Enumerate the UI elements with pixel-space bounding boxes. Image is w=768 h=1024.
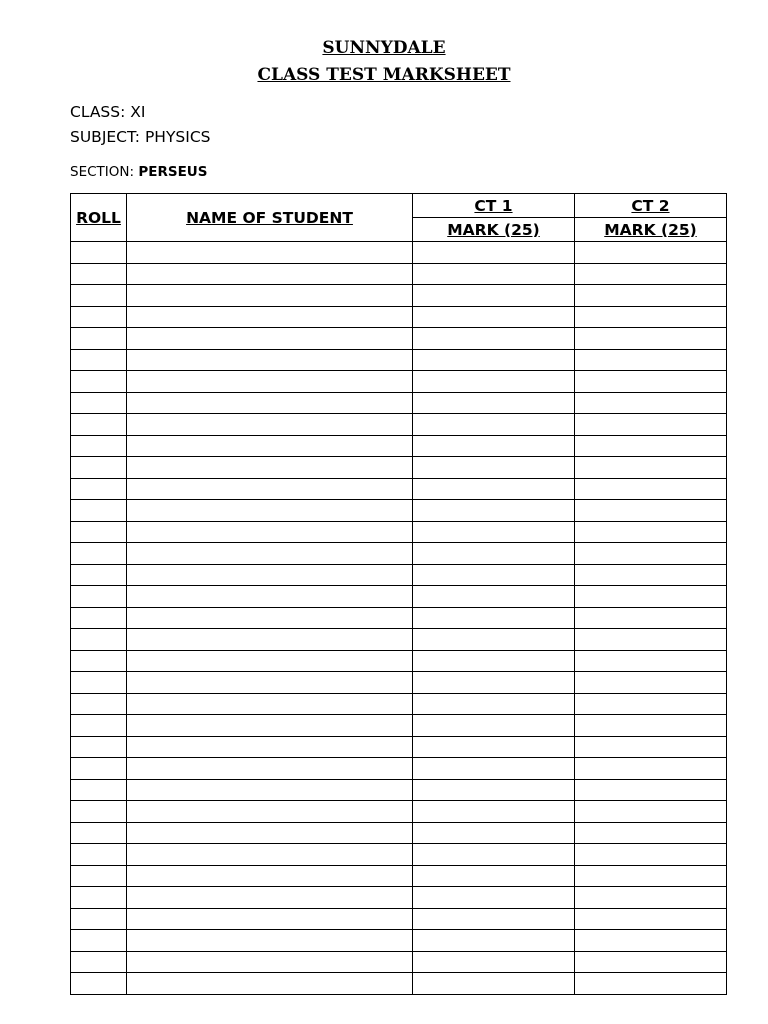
table-row	[71, 242, 727, 264]
ct1-mark-cell[interactable]	[413, 672, 575, 694]
name-cell[interactable]	[127, 349, 413, 371]
ct1-mark-cell[interactable]	[413, 500, 575, 522]
table-row	[71, 801, 727, 823]
table-row	[71, 887, 727, 909]
name-cell[interactable]	[127, 414, 413, 436]
table-row	[71, 543, 727, 565]
table-row	[71, 414, 727, 436]
header-ct1-mark: MARK (25)	[413, 218, 575, 242]
roll-cell[interactable]	[71, 930, 127, 952]
ct1-mark-cell[interactable]	[413, 392, 575, 414]
header-name: NAME OF STUDENT	[127, 194, 413, 242]
table-row	[71, 865, 727, 887]
name-cell[interactable]	[127, 715, 413, 737]
ct1-mark-cell[interactable]	[413, 478, 575, 500]
ct1-mark-cell[interactable]	[413, 306, 575, 328]
ct2-mark-cell[interactable]	[575, 736, 727, 758]
ct2-mark-cell[interactable]	[575, 306, 727, 328]
name-cell[interactable]	[127, 650, 413, 672]
ct1-mark-cell[interactable]	[413, 973, 575, 995]
table-row	[71, 758, 727, 780]
roll-cell[interactable]	[71, 779, 127, 801]
table-row	[71, 844, 727, 866]
table-row	[71, 693, 727, 715]
name-cell[interactable]	[127, 822, 413, 844]
ct2-mark-cell[interactable]	[575, 693, 727, 715]
table-row	[71, 736, 727, 758]
table-row	[71, 930, 727, 952]
ct1-mark-cell[interactable]	[413, 521, 575, 543]
ct2-mark-cell[interactable]	[575, 414, 727, 436]
roll-cell[interactable]	[71, 586, 127, 608]
ct1-mark-cell[interactable]	[413, 930, 575, 952]
sheet-title: CLASS TEST MARKSHEET	[257, 65, 511, 85]
ct1-mark-cell[interactable]	[413, 736, 575, 758]
name-cell[interactable]	[127, 801, 413, 823]
ct2-mark-cell[interactable]	[575, 500, 727, 522]
table-row	[71, 328, 727, 350]
name-cell[interactable]	[127, 736, 413, 758]
name-cell[interactable]	[127, 951, 413, 973]
table-row	[71, 672, 727, 694]
table-row	[71, 973, 727, 995]
ct2-mark-cell[interactable]	[575, 715, 727, 737]
ct2-mark-cell[interactable]	[575, 865, 727, 887]
ct1-mark-cell[interactable]	[413, 263, 575, 285]
ct1-mark-cell[interactable]	[413, 564, 575, 586]
ct1-mark-cell[interactable]	[413, 715, 575, 737]
name-cell[interactable]	[127, 607, 413, 629]
roll-cell[interactable]	[71, 564, 127, 586]
name-cell[interactable]	[127, 306, 413, 328]
name-cell[interactable]	[127, 371, 413, 393]
ct1-mark-cell[interactable]	[413, 349, 575, 371]
ct1-mark-cell[interactable]	[413, 650, 575, 672]
roll-cell[interactable]	[71, 263, 127, 285]
roll-cell[interactable]	[71, 457, 127, 479]
ct1-mark-cell[interactable]	[413, 629, 575, 651]
roll-cell[interactable]	[71, 715, 127, 737]
ct2-mark-cell[interactable]	[575, 607, 727, 629]
roll-cell[interactable]	[71, 629, 127, 651]
roll-cell[interactable]	[71, 349, 127, 371]
ct1-mark-cell[interactable]	[413, 328, 575, 350]
name-cell[interactable]	[127, 586, 413, 608]
name-cell[interactable]	[127, 242, 413, 264]
ct1-mark-cell[interactable]	[413, 951, 575, 973]
ct1-mark-cell[interactable]	[413, 779, 575, 801]
name-cell[interactable]	[127, 500, 413, 522]
roll-cell[interactable]	[71, 414, 127, 436]
ct1-mark-cell[interactable]	[413, 822, 575, 844]
ct2-mark-cell[interactable]	[575, 586, 727, 608]
ct1-mark-cell[interactable]	[413, 543, 575, 565]
ct2-mark-cell[interactable]	[575, 521, 727, 543]
roll-cell[interactable]	[71, 844, 127, 866]
table-row	[71, 586, 727, 608]
roll-cell[interactable]	[71, 801, 127, 823]
name-cell[interactable]	[127, 908, 413, 930]
name-cell[interactable]	[127, 543, 413, 565]
name-cell[interactable]	[127, 564, 413, 586]
ct1-mark-cell[interactable]	[413, 414, 575, 436]
table-row	[71, 629, 727, 651]
roll-cell[interactable]	[71, 478, 127, 500]
header-ct1: CT 1	[413, 194, 575, 218]
roll-cell[interactable]	[71, 973, 127, 995]
name-cell[interactable]	[127, 844, 413, 866]
name-cell[interactable]	[127, 285, 413, 307]
ct1-mark-cell[interactable]	[413, 371, 575, 393]
ct2-mark-cell[interactable]	[575, 328, 727, 350]
ct2-mark-cell[interactable]	[575, 650, 727, 672]
ct2-mark-cell[interactable]	[575, 478, 727, 500]
table-row	[71, 607, 727, 629]
table-body	[71, 242, 727, 995]
ct2-mark-cell[interactable]	[575, 242, 727, 264]
roll-cell[interactable]	[71, 908, 127, 930]
table-row	[71, 908, 727, 930]
table-row	[71, 521, 727, 543]
table-row	[71, 457, 727, 479]
name-cell[interactable]	[127, 521, 413, 543]
class-line	[70, 102, 145, 122]
roll-cell[interactable]	[71, 672, 127, 694]
ct2-mark-cell[interactable]	[575, 908, 727, 930]
header-ct2: CT 2	[575, 194, 727, 218]
section-label: SECTION:	[70, 164, 135, 180]
ct1-mark-cell[interactable]	[413, 801, 575, 823]
ct2-mark-cell[interactable]	[575, 822, 727, 844]
name-cell[interactable]	[127, 865, 413, 887]
table-row	[71, 779, 727, 801]
name-cell[interactable]	[127, 779, 413, 801]
class-value: XI	[130, 103, 146, 121]
roll-cell[interactable]	[71, 328, 127, 350]
roll-cell[interactable]	[71, 736, 127, 758]
name-cell[interactable]	[127, 930, 413, 952]
roll-cell[interactable]	[71, 822, 127, 844]
ct2-mark-cell[interactable]	[575, 285, 727, 307]
roll-cell[interactable]	[71, 500, 127, 522]
ct2-mark-cell[interactable]	[575, 371, 727, 393]
roll-cell[interactable]	[71, 951, 127, 973]
ct2-mark-cell[interactable]	[575, 758, 727, 780]
name-cell[interactable]	[127, 457, 413, 479]
roll-cell[interactable]	[71, 285, 127, 307]
school-name: SUNNYDALE	[322, 38, 446, 58]
ct2-mark-cell[interactable]	[575, 564, 727, 586]
name-cell[interactable]	[127, 758, 413, 780]
roll-cell[interactable]	[71, 758, 127, 780]
ct2-mark-cell[interactable]	[575, 973, 727, 995]
name-cell[interactable]	[127, 973, 413, 995]
ct2-mark-cell[interactable]	[575, 801, 727, 823]
table-row	[71, 285, 727, 307]
roll-cell[interactable]	[71, 306, 127, 328]
ct2-mark-cell[interactable]	[575, 349, 727, 371]
name-cell[interactable]	[127, 263, 413, 285]
ct2-mark-cell[interactable]	[575, 779, 727, 801]
roll-cell[interactable]	[71, 521, 127, 543]
subject-line	[70, 127, 210, 147]
ct1-mark-cell[interactable]	[413, 758, 575, 780]
table-row	[71, 650, 727, 672]
table-row	[71, 435, 727, 457]
ct2-mark-cell[interactable]	[575, 844, 727, 866]
name-cell[interactable]	[127, 478, 413, 500]
table-row	[71, 500, 727, 522]
roll-cell[interactable]	[71, 435, 127, 457]
roll-cell[interactable]	[71, 650, 127, 672]
class-label: CLASS:	[70, 103, 126, 121]
ct2-mark-cell[interactable]	[575, 392, 727, 414]
table-row	[71, 306, 727, 328]
name-cell[interactable]	[127, 435, 413, 457]
section-value: PERSEUS	[138, 164, 208, 180]
ct2-mark-cell[interactable]	[575, 887, 727, 909]
name-cell[interactable]	[127, 693, 413, 715]
marks-table	[70, 193, 727, 995]
ct1-mark-cell[interactable]	[413, 865, 575, 887]
ct1-mark-cell[interactable]	[413, 435, 575, 457]
ct1-mark-cell[interactable]	[413, 607, 575, 629]
ct1-mark-cell[interactable]	[413, 844, 575, 866]
ct1-mark-cell[interactable]	[413, 908, 575, 930]
table-row	[71, 822, 727, 844]
ct2-mark-cell[interactable]	[575, 629, 727, 651]
table-row	[71, 392, 727, 414]
roll-cell[interactable]	[71, 392, 127, 414]
roll-cell[interactable]	[71, 865, 127, 887]
ct1-mark-cell[interactable]	[413, 887, 575, 909]
ct2-mark-cell[interactable]	[575, 263, 727, 285]
ct1-mark-cell[interactable]	[413, 285, 575, 307]
roll-cell[interactable]	[71, 607, 127, 629]
name-cell[interactable]	[127, 629, 413, 651]
ct2-mark-cell[interactable]	[575, 672, 727, 694]
table-row	[71, 349, 727, 371]
name-cell[interactable]	[127, 887, 413, 909]
table-row	[71, 263, 727, 285]
roll-cell[interactable]	[71, 543, 127, 565]
ct2-mark-cell[interactable]	[575, 951, 727, 973]
roll-cell[interactable]	[71, 371, 127, 393]
ct1-mark-cell[interactable]	[413, 242, 575, 264]
ct2-mark-cell[interactable]	[575, 457, 727, 479]
table-row	[71, 478, 727, 500]
name-cell[interactable]	[127, 672, 413, 694]
ct1-mark-cell[interactable]	[413, 586, 575, 608]
roll-cell[interactable]	[71, 693, 127, 715]
subject-label: SUBJECT:	[70, 128, 140, 146]
roll-cell[interactable]	[71, 887, 127, 909]
ct2-mark-cell[interactable]	[575, 930, 727, 952]
header-roll: ROLL	[71, 194, 127, 242]
table-row	[71, 564, 727, 586]
table-row	[71, 951, 727, 973]
header-ct2-mark: MARK (25)	[575, 218, 727, 242]
ct1-mark-cell[interactable]	[413, 457, 575, 479]
section-line	[70, 162, 207, 182]
name-cell[interactable]	[127, 328, 413, 350]
name-cell[interactable]	[127, 392, 413, 414]
roll-cell[interactable]	[71, 242, 127, 264]
table-row	[71, 371, 727, 393]
table-row	[71, 715, 727, 737]
ct2-mark-cell[interactable]	[575, 435, 727, 457]
subject-value: PHYSICS	[144, 128, 211, 146]
ct1-mark-cell[interactable]	[413, 693, 575, 715]
ct2-mark-cell[interactable]	[575, 543, 727, 565]
